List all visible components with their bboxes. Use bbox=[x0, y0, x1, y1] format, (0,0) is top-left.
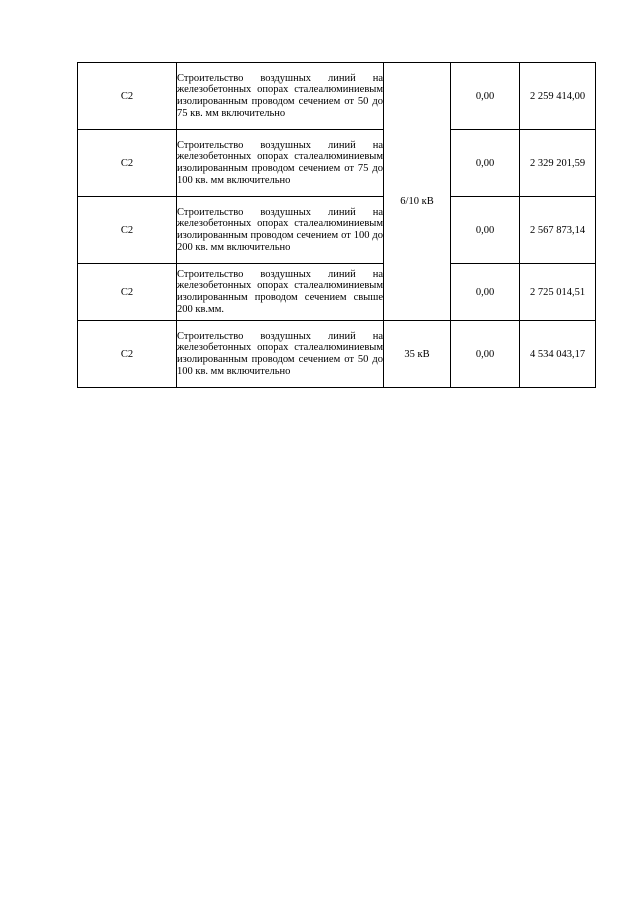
row-value: 0,00 bbox=[451, 130, 520, 197]
table-row bbox=[78, 130, 596, 197]
table-row bbox=[78, 264, 596, 321]
table-row bbox=[78, 63, 596, 130]
row-price: 2 567 873,14 bbox=[520, 197, 596, 264]
row-price: 2 725 014,51 bbox=[520, 264, 596, 321]
row-description: Строительство воздушных линий на железобетонных опорах сталеалюминиевым изолированным проводом сечением от 50 до 100 кв. мм включительно bbox=[177, 321, 384, 388]
tariff-table bbox=[77, 62, 596, 388]
row-code: С2 bbox=[78, 130, 177, 197]
row-code: С2 bbox=[78, 321, 177, 388]
table-row bbox=[78, 197, 596, 264]
table-row bbox=[78, 321, 596, 388]
row-description: Строительство воздушных линий на железобетонных опорах сталеалюминиевым изолированным проводом сечением от 100 до 200 кв. мм включительно bbox=[177, 197, 384, 264]
row-value: 0,00 bbox=[451, 321, 520, 388]
row-price: 4 534 043,17 bbox=[520, 321, 596, 388]
row-value: 0,00 bbox=[451, 197, 520, 264]
row-price: 2 329 201,59 bbox=[520, 130, 596, 197]
row-code: С2 bbox=[78, 197, 177, 264]
voltage-label: 35 кВ bbox=[384, 321, 451, 388]
row-description: Строительство воздушных линий на железобетонных опорах сталеалюминиевым изолированным проводом сечением от 50 до 75 кв. мм включительно bbox=[177, 63, 384, 130]
voltage-label: 6/10 кВ bbox=[400, 195, 434, 207]
row-price: 2 259 414,00 bbox=[520, 63, 596, 130]
voltage-cell bbox=[384, 63, 451, 321]
row-value: 0,00 bbox=[451, 63, 520, 130]
row-description: Строительство воздушных линий на железобетонных опорах сталеалюминиевым изолированным проводом сечением от 75 до 100 кв. мм включительно bbox=[177, 130, 384, 197]
row-value: 0,00 bbox=[451, 264, 520, 321]
row-code: С2 bbox=[78, 63, 177, 130]
row-description: Строительство воздушных линий на железобетонных опорах сталеалюминиевым изолированным проводом сечением свыше 200 кв.мм. bbox=[177, 264, 384, 321]
row-code: С2 bbox=[78, 264, 177, 321]
